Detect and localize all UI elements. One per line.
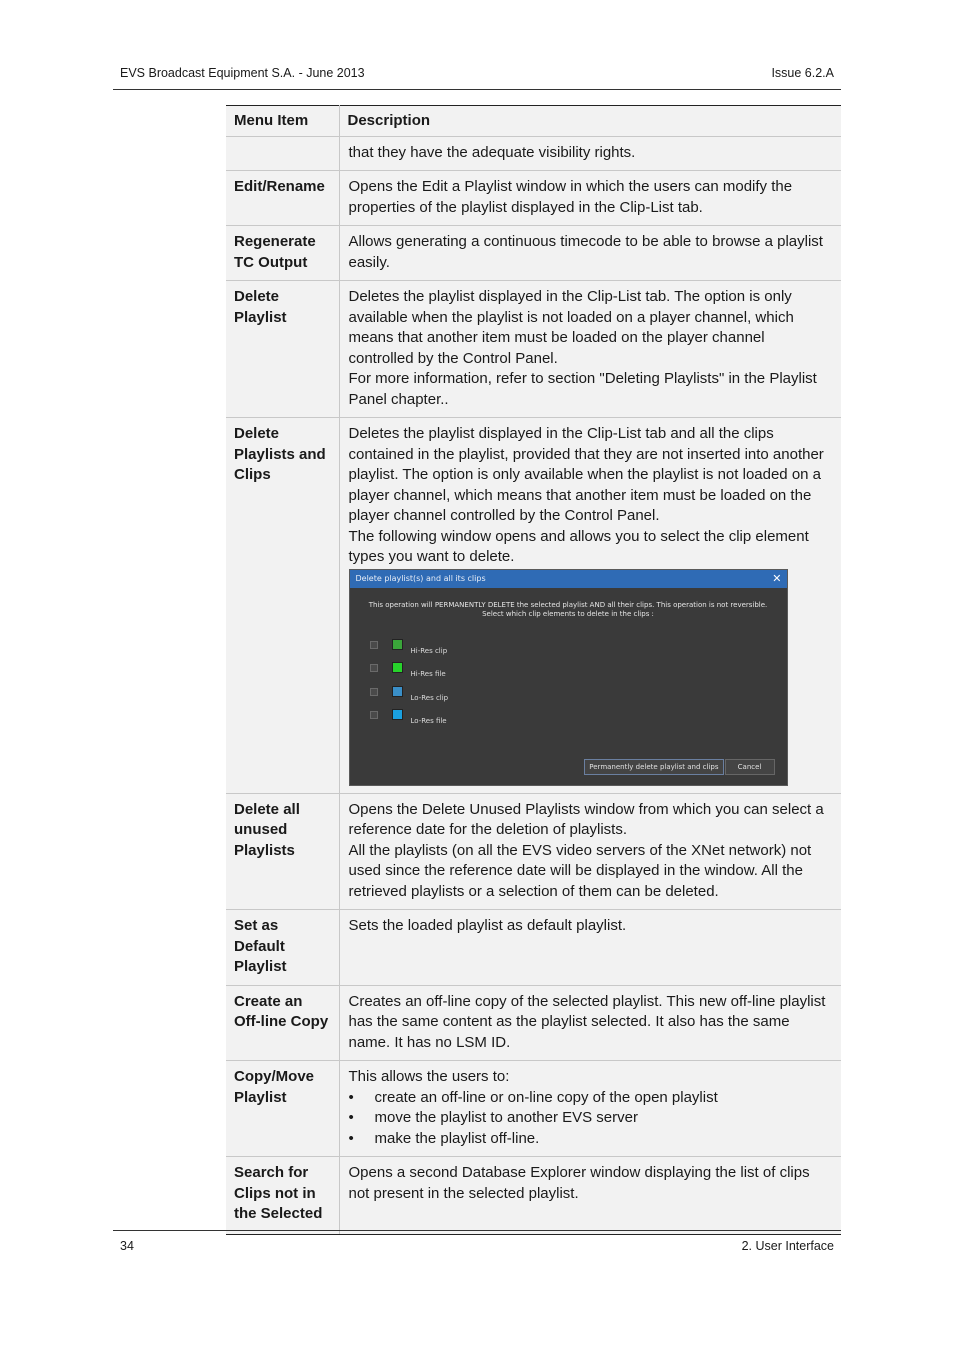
delete-playlist-dialog-screenshot <box>349 569 788 786</box>
option-hires-clip[interactable] <box>370 638 787 662</box>
page-header <box>113 58 841 90</box>
menu-item-name: Edit/Rename <box>226 171 339 226</box>
table-row <box>226 171 841 226</box>
checkbox[interactable] <box>370 688 378 696</box>
table-row <box>226 985 841 1061</box>
page-footer <box>113 1230 841 1260</box>
table-header-row <box>226 106 841 137</box>
description-paragraph: For more information, refer to section "Deleting Playlists" in the Playlist Panel chapter.. <box>348 370 817 408</box>
table-row <box>226 1061 841 1157</box>
table-row <box>226 910 841 986</box>
description-paragraph: The following window opens and allows you to select the clip element types you want to delete. <box>348 527 809 565</box>
menu-item-description <box>339 1061 841 1157</box>
menu-item-name <box>226 136 339 171</box>
option-label: Hi-Res file <box>410 670 446 678</box>
column-header-description: Description <box>339 106 841 137</box>
menu-item-description <box>339 281 841 418</box>
lores-clip-icon <box>392 686 403 697</box>
bullet-item: • make the playlist off-line. <box>349 1129 832 1150</box>
menu-item-name: Create an Off-line Copy <box>226 985 339 1061</box>
checkbox[interactable] <box>370 664 378 672</box>
option-label: Lo-Res clip <box>410 693 449 702</box>
permanently-delete-button[interactable]: Permanently delete playlist and clips <box>584 759 723 775</box>
column-header-menu-item: Menu Item <box>226 106 339 137</box>
dialog-title: Delete playlist(s) and all its clips <box>355 573 486 583</box>
menu-item-name: Regenerate TC Output <box>226 226 339 281</box>
menu-item-name: Search for Clips not in the Selected <box>226 1157 339 1235</box>
close-icon[interactable]: ✕ <box>772 571 782 585</box>
menu-item-description <box>339 418 841 794</box>
menu-item-name: Delete all unused Playlists <box>226 793 339 910</box>
option-hires-file[interactable] <box>370 661 787 685</box>
menu-item-description: Allows generating a continuous timecode to be able to browse a playlist easily. <box>339 226 841 281</box>
option-label: Lo-Res file <box>410 717 447 725</box>
dialog-message-line: Select which clip elements to delete in the clips : <box>482 610 654 618</box>
description-paragraph: Deletes the playlist displayed in the Clip-List tab and all the clips contained in the playlist, provided that they are not inserted into another playlist. The option is only available when the playlist is not loaded on a player channel, which means that another item must be loaded on the player channel controlled by the Control Panel. <box>348 425 824 524</box>
description-paragraph: All the playlists (on all the EVS video servers of the XNet network) not used since the reference date will be displayed in the window. All the retrieved playlists or a selection of them can be deleted. <box>348 841 812 900</box>
description-paragraph: Deletes the playlist displayed in the Clip-List tab. The option is only available when the playlist is not loaded on a player channel, which means that another item must be loaded on the player channel controlled by the Control Panel. <box>348 288 794 367</box>
table-row <box>226 226 841 281</box>
hires-file-icon <box>392 662 403 673</box>
checkbox[interactable] <box>370 641 378 649</box>
clip-element-options <box>350 638 787 732</box>
table-row <box>226 281 841 418</box>
footer-section: 2. User Interface <box>741 1239 834 1253</box>
option-lores-clip[interactable] <box>370 685 787 709</box>
menu-item-name: Delete Playlist <box>226 281 339 418</box>
dialog-message-line: This operation will PERMANENTLY DELETE the selected playlist AND all their clips. This operation is not reversible. <box>368 600 768 609</box>
lores-file-icon <box>392 709 403 720</box>
dialog-titlebar <box>350 570 787 588</box>
menu-item-description: Sets the loaded playlist as default playlist. <box>339 910 841 986</box>
header-publisher: EVS Broadcast Equipment S.A. - June 2013 <box>120 66 365 80</box>
option-label: Hi-Res clip <box>410 646 448 655</box>
description-paragraph: Opens the Delete Unused Playlists window from which you can select a reference date for the deletion of playlists. <box>348 800 824 838</box>
page-number: 34 <box>120 1239 134 1253</box>
dialog-buttons <box>584 759 774 775</box>
menu-item-name: Copy/Move Playlist <box>226 1061 339 1157</box>
table-row <box>226 793 841 910</box>
menu-items-table <box>226 105 841 1235</box>
menu-item-description <box>339 793 841 910</box>
table-row <box>226 418 841 794</box>
bullet-list <box>349 1088 832 1150</box>
dialog-message <box>350 601 787 620</box>
table-row <box>226 1157 841 1235</box>
menu-item-name: Set as Default Playlist <box>226 910 339 986</box>
menu-item-description: Creates an off-line copy of the selected playlist. This new off-line playlist has the same content as the playlist selected. It also has the same name. It has no LSM ID. <box>339 985 841 1061</box>
table-row <box>226 136 841 171</box>
checkbox[interactable] <box>370 711 378 719</box>
bullet-item: • create an off-line or on-line copy of the open playlist <box>349 1088 832 1109</box>
menu-item-description: Opens a second Database Explorer window displaying the list of clips not present in the selected playlist. <box>339 1157 841 1235</box>
bullet-item: • move the playlist to another EVS server <box>349 1108 832 1129</box>
hires-clip-icon <box>392 639 403 650</box>
menu-item-name: Delete Playlists and Clips <box>226 418 339 794</box>
cancel-button[interactable]: Cancel <box>725 759 775 775</box>
menu-item-description: that they have the adequate visibility rights. <box>339 136 841 171</box>
option-lores-file[interactable] <box>370 708 787 732</box>
header-issue: Issue 6.2.A <box>771 66 834 80</box>
description-paragraph: This allows the users to: <box>348 1068 510 1085</box>
menu-item-description: Opens the Edit a Playlist window in which the users can modify the properties of the playlist displayed in the Clip-List tab. <box>339 171 841 226</box>
